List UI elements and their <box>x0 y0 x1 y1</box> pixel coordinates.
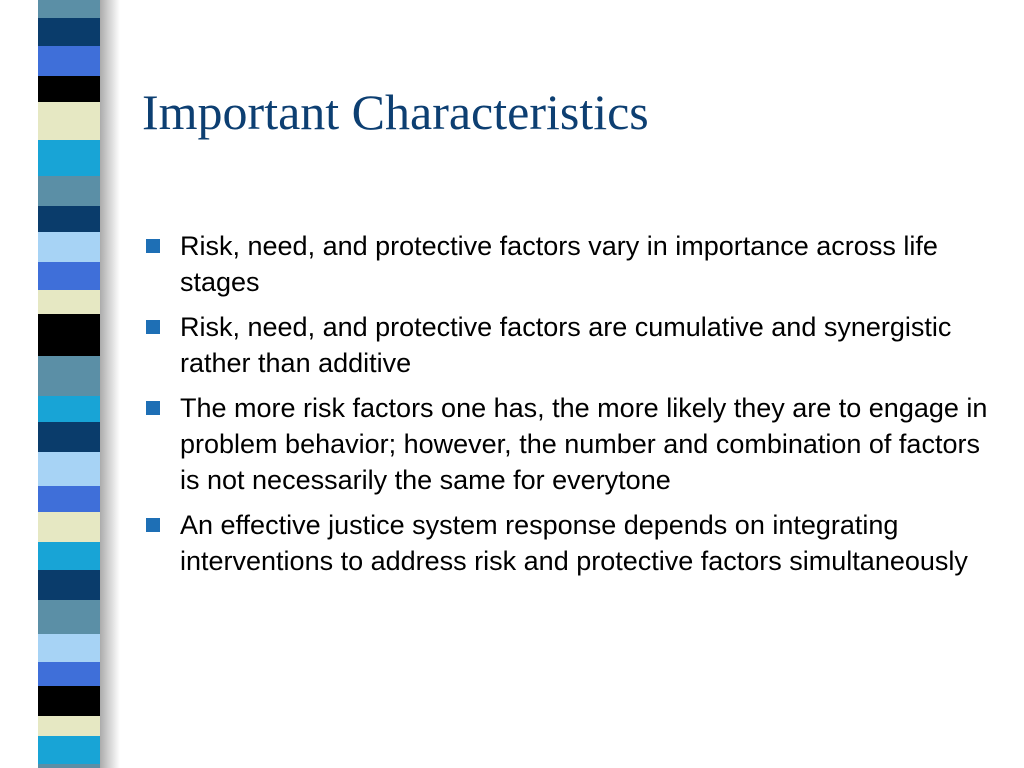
bullet-text: Risk, need, and protective factors are cumulative and synergistic rather than additive <box>180 312 952 378</box>
bullet-item <box>142 309 1002 381</box>
bullet-text: The more risk factors one has, the more likely they are to engage in problem behavior; however, the number and combination of factors is not necessarily the same for everytone <box>180 393 988 495</box>
bullet-item <box>142 228 1002 300</box>
decorative-stripe-bar <box>38 0 100 768</box>
stripe-segment <box>38 46 100 76</box>
stripe-segment <box>38 422 100 452</box>
stripe-segment <box>38 662 100 686</box>
bullet-list <box>142 228 1002 588</box>
stripe-segment <box>38 262 100 290</box>
stripe-segment <box>38 736 100 764</box>
stripe-segment <box>38 396 100 422</box>
bullet-item <box>142 507 1002 579</box>
stripe-segment <box>38 140 100 176</box>
stripe-segment <box>38 314 100 356</box>
stripe-segment <box>38 356 100 396</box>
stripe-segment <box>38 600 100 634</box>
stripe-segment <box>38 206 100 232</box>
stripe-segment <box>38 232 100 262</box>
square-bullet-icon <box>146 518 160 532</box>
stripe-segment <box>38 634 100 662</box>
bullet-item <box>142 390 1002 498</box>
stripe-segment <box>38 764 100 768</box>
stripe-segment <box>38 0 100 18</box>
bullet-text: Risk, need, and protective factors vary in importance across life stages <box>180 231 938 297</box>
stripe-segment <box>38 542 100 570</box>
stripe-segment <box>38 570 100 600</box>
stripe-segment <box>38 486 100 512</box>
stripe-segment <box>38 76 100 102</box>
stripe-segment <box>38 452 100 486</box>
stripe-segment <box>38 18 100 46</box>
square-bullet-icon <box>146 401 160 415</box>
square-bullet-icon <box>146 239 160 253</box>
stripe-segment <box>38 290 100 314</box>
stripe-segment <box>38 716 100 736</box>
stripe-segment <box>38 512 100 542</box>
bullet-text: An effective justice system response depends on integrating interventions to address risk and protective factors simultaneously <box>180 510 968 576</box>
stripe-segment <box>38 176 100 206</box>
stripe-segment <box>38 686 100 716</box>
square-bullet-icon <box>146 320 160 334</box>
stripe-segment <box>38 102 100 140</box>
slide-title: Important Characteristics <box>142 84 649 140</box>
